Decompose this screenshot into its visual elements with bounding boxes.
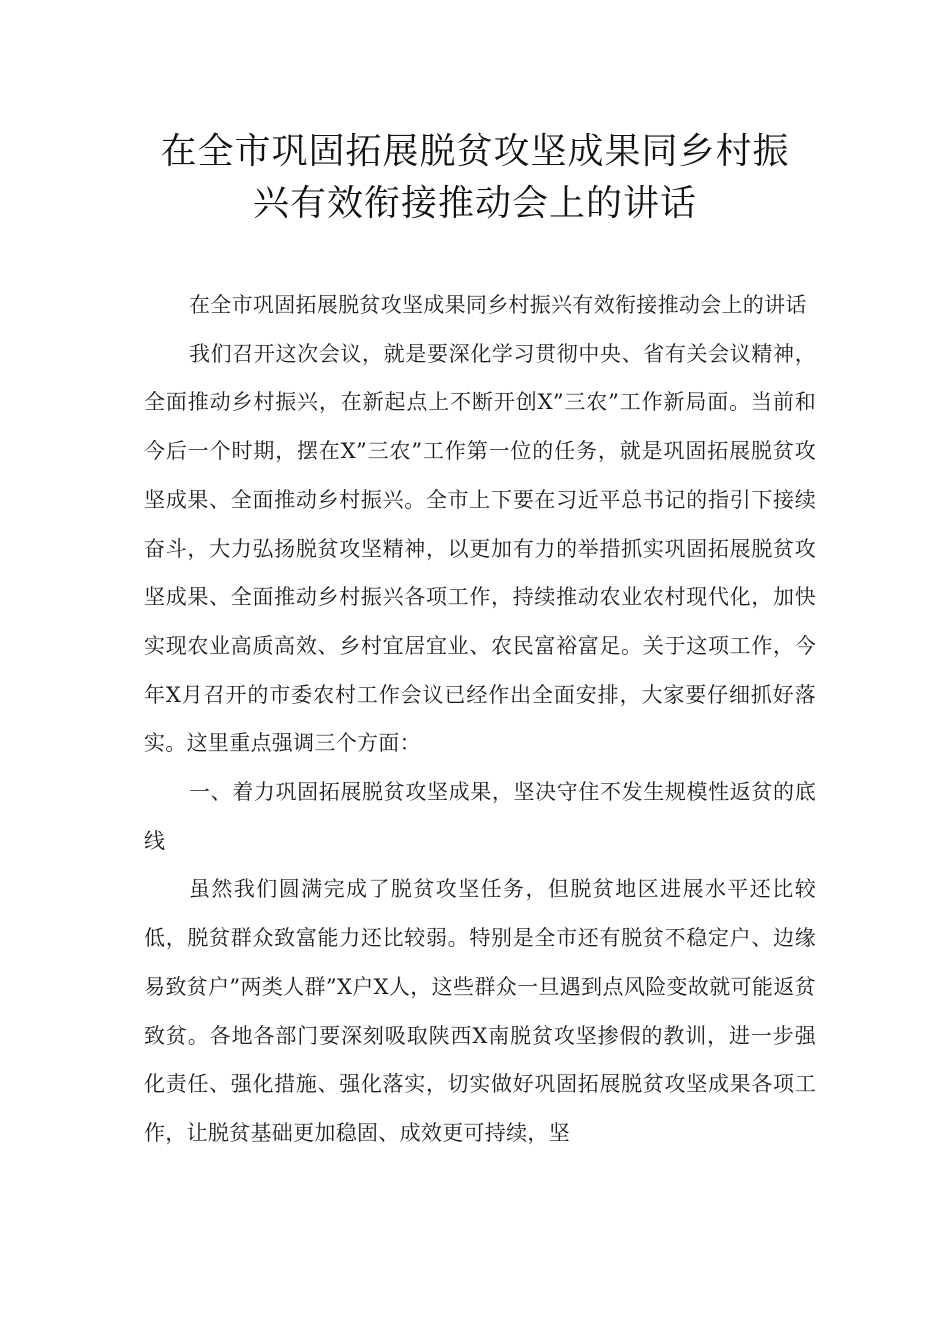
document-body (144, 281, 816, 1158)
paragraph-section-1: 虽然我们圆满完成了脱贫攻坚任务，但脱贫地区进展水平还比较低，脱贫群众致富能力还比较弱。特别是全市还有脱贫不稳定户、边缘易致贫户”两类人群”X户X人，这些群众一旦遇到点风险变故就可能返贫致贫。各地各部门要深刻吸取陕西X南脱贫攻坚掺假的教训，进一步强化责任、强化措施、强化落实，切实做好巩固拓展脱贫攻坚成果各项工作，让脱贫基础更加稳固、成效更可持续，坚 (144, 877, 816, 1145)
title-line-2: 兴有效衔接推动会上的讲话 (252, 183, 697, 224)
title-line-1: 在全市巩固拓展脱贫攻坚成果同乡村振 (160, 131, 790, 172)
paragraph-intro: 我们召开这次会议，就是要深化学习贯彻中央、省有关会议精神，全面推动乡村振兴，在新起点上不断开创X”三农”工作新局面。当前和今后一个时期，摆在X”三农”工作第一位的任务，就是巩固拓展脱贫攻坚成果、全面推动乡村振兴。全市上下要在习近平总书记的指引下接续奋斗，大力弘扬脱贫攻坚精神，以更加有力的举措抓实巩固拓展脱贫攻坚成果、全面推动乡村振兴各项工作，持续推动农业农村现代化，加快实现农业高质高效、乡村宜居宜业、农民富裕富足。关于这项工作，今年X月召开的市委农村工作会议已经作出全面安排，大家要仔细抓好落实。这里重点强调三个方面： (144, 341, 816, 756)
document-title (100, 126, 850, 230)
paragraph-subtitle: 在全市巩固拓展脱贫攻坚成果同乡村振兴有效衔接推动会上的讲话 (189, 293, 807, 317)
section-heading-1: 一、着力巩固拓展脱贫攻坚成果，坚决守住不发生规模性返贫的底线 (144, 780, 816, 853)
